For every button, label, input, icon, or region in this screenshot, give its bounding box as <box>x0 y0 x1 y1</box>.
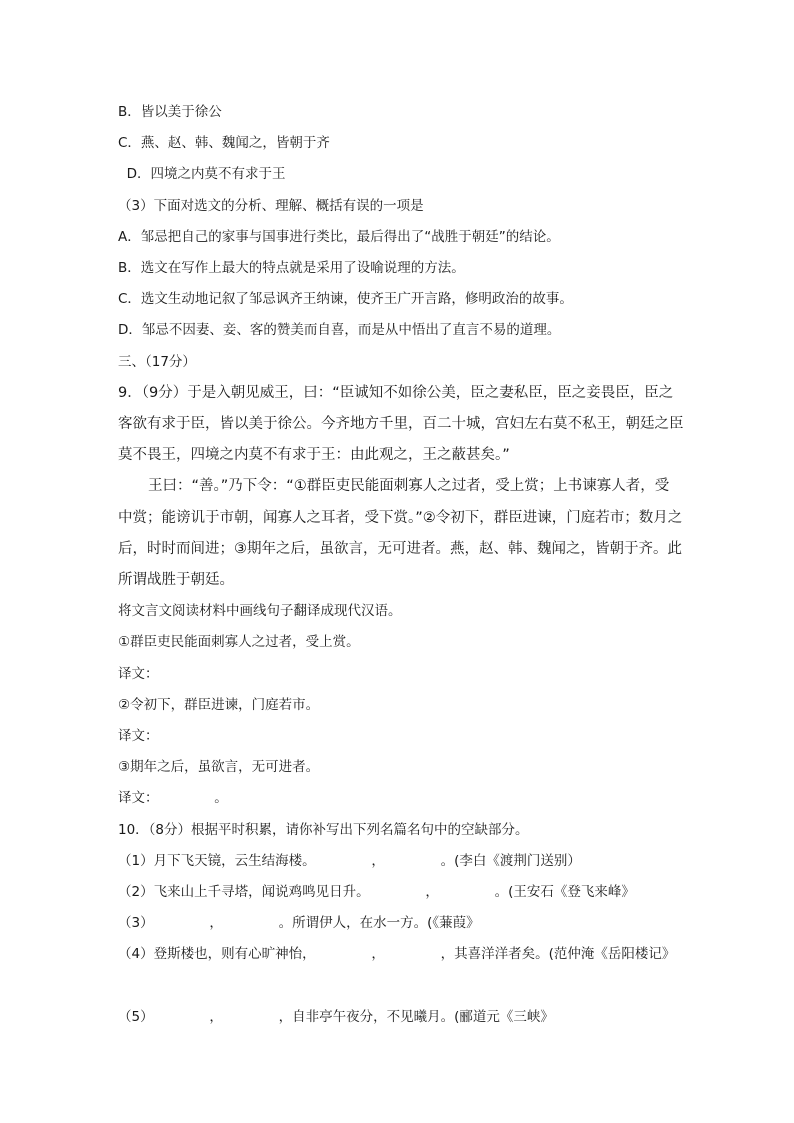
q10-item-3: （3） ， 。所谓伊人，在水一方。(《蒹葭》 <box>118 915 480 931</box>
translation-label-1: 译文： <box>118 666 159 682</box>
translation-label-3: 译文： 。 <box>118 790 228 806</box>
q9-passage-line: 所谓战胜于朝廷。 <box>118 572 234 588</box>
q10-item-1: （1）月下飞天镜，云生结海楼。 ， 。(李白《渡荆门送别） <box>118 853 581 869</box>
q9-passage-line: 客欲有求于臣，皆以美于徐公。今齐地方千里，百二十城，宫妇左右莫不私王，朝廷之臣 <box>118 416 684 432</box>
q9-passage-line: 9．（9分）于是入朝见威王，曰：“臣诚知不如徐公美，臣之妻私臣，臣之妾畏臣，臣之 <box>118 385 674 401</box>
q3-option-a: A．邹忌把自己的家事与国事进行类比，最后得出了“战胜于朝廷”的结论。 <box>118 229 560 245</box>
section-three-heading: 三、（17分） <box>118 354 196 370</box>
question-3: （3）下面对选文的分析、理解、概括有误的一项是 <box>118 198 424 214</box>
q3-option-d: D．邹忌不因妻、妾、客的赞美而自喜，而是从中悟出了直言不易的道理。 <box>118 322 561 338</box>
translation-label-2: 译文： <box>118 728 159 744</box>
q10-item-4: （4）登斯楼也，则有心旷神怡， ， ，其喜洋洋者矣。(范仲淹《岳阳楼记》 <box>118 946 676 962</box>
q10-item-2: （2）飞来山上千寻塔，闻说鸡鸣见日升。 ， 。(王安石《登飞来峰》 <box>118 884 635 900</box>
option-b: B．皆以美于徐公 <box>118 104 222 120</box>
q3-option-c: C．选文生动地记叙了邹忌讽齐王纳谏，使齐王广开言路，修明政治的故事。 <box>118 291 573 307</box>
q9-passage-line: 后，时时而间进；③期年之后，虽欲言，无可进者。燕，赵、韩、魏闻之，皆朝于齐。此 <box>118 541 682 557</box>
option-c: C．燕、赵、韩、魏闻之，皆朝于齐 <box>118 135 330 151</box>
q9-passage-line: 莫不畏王，四境之内莫不有求于王：由此观之，王之蔽甚矣。” <box>118 447 510 463</box>
question-10: 10．（8分）根据平时积累，请你补写出下列名篇名句中的空缺部分。 <box>118 822 529 838</box>
q10-item-5: （5） ， ，自非亭午夜分，不见曦月。(郦道元《三峡》 <box>118 1009 554 1025</box>
translation-instruction: 将文言文阅读材料中画线句子翻译成现代汉语。 <box>118 603 402 619</box>
q3-option-b: B．选文在写作上最大的特点就是采用了设喻说理的方法。 <box>118 260 465 276</box>
sentence-3: ③期年之后，虽欲言，无可进者。 <box>118 759 320 775</box>
sentence-1: ①群臣吏民能面刺寡人之过者，受上赏。 <box>118 634 360 650</box>
q9-passage-line: 王曰：“善。”乃下令：“①群臣吏民能面刺寡人之过者，受上赏；上书谏寡人者，受 <box>148 478 670 494</box>
sentence-2: ②令初下，群臣进谏，门庭若市。 <box>118 697 320 713</box>
q9-passage-line: 中赏；能谤讥于市朝，闻寡人之耳者，受下赏。”②令初下，群臣进谏，门庭若市；数月之 <box>118 510 683 526</box>
option-d: D．四境之内莫不有求于王 <box>118 166 286 182</box>
